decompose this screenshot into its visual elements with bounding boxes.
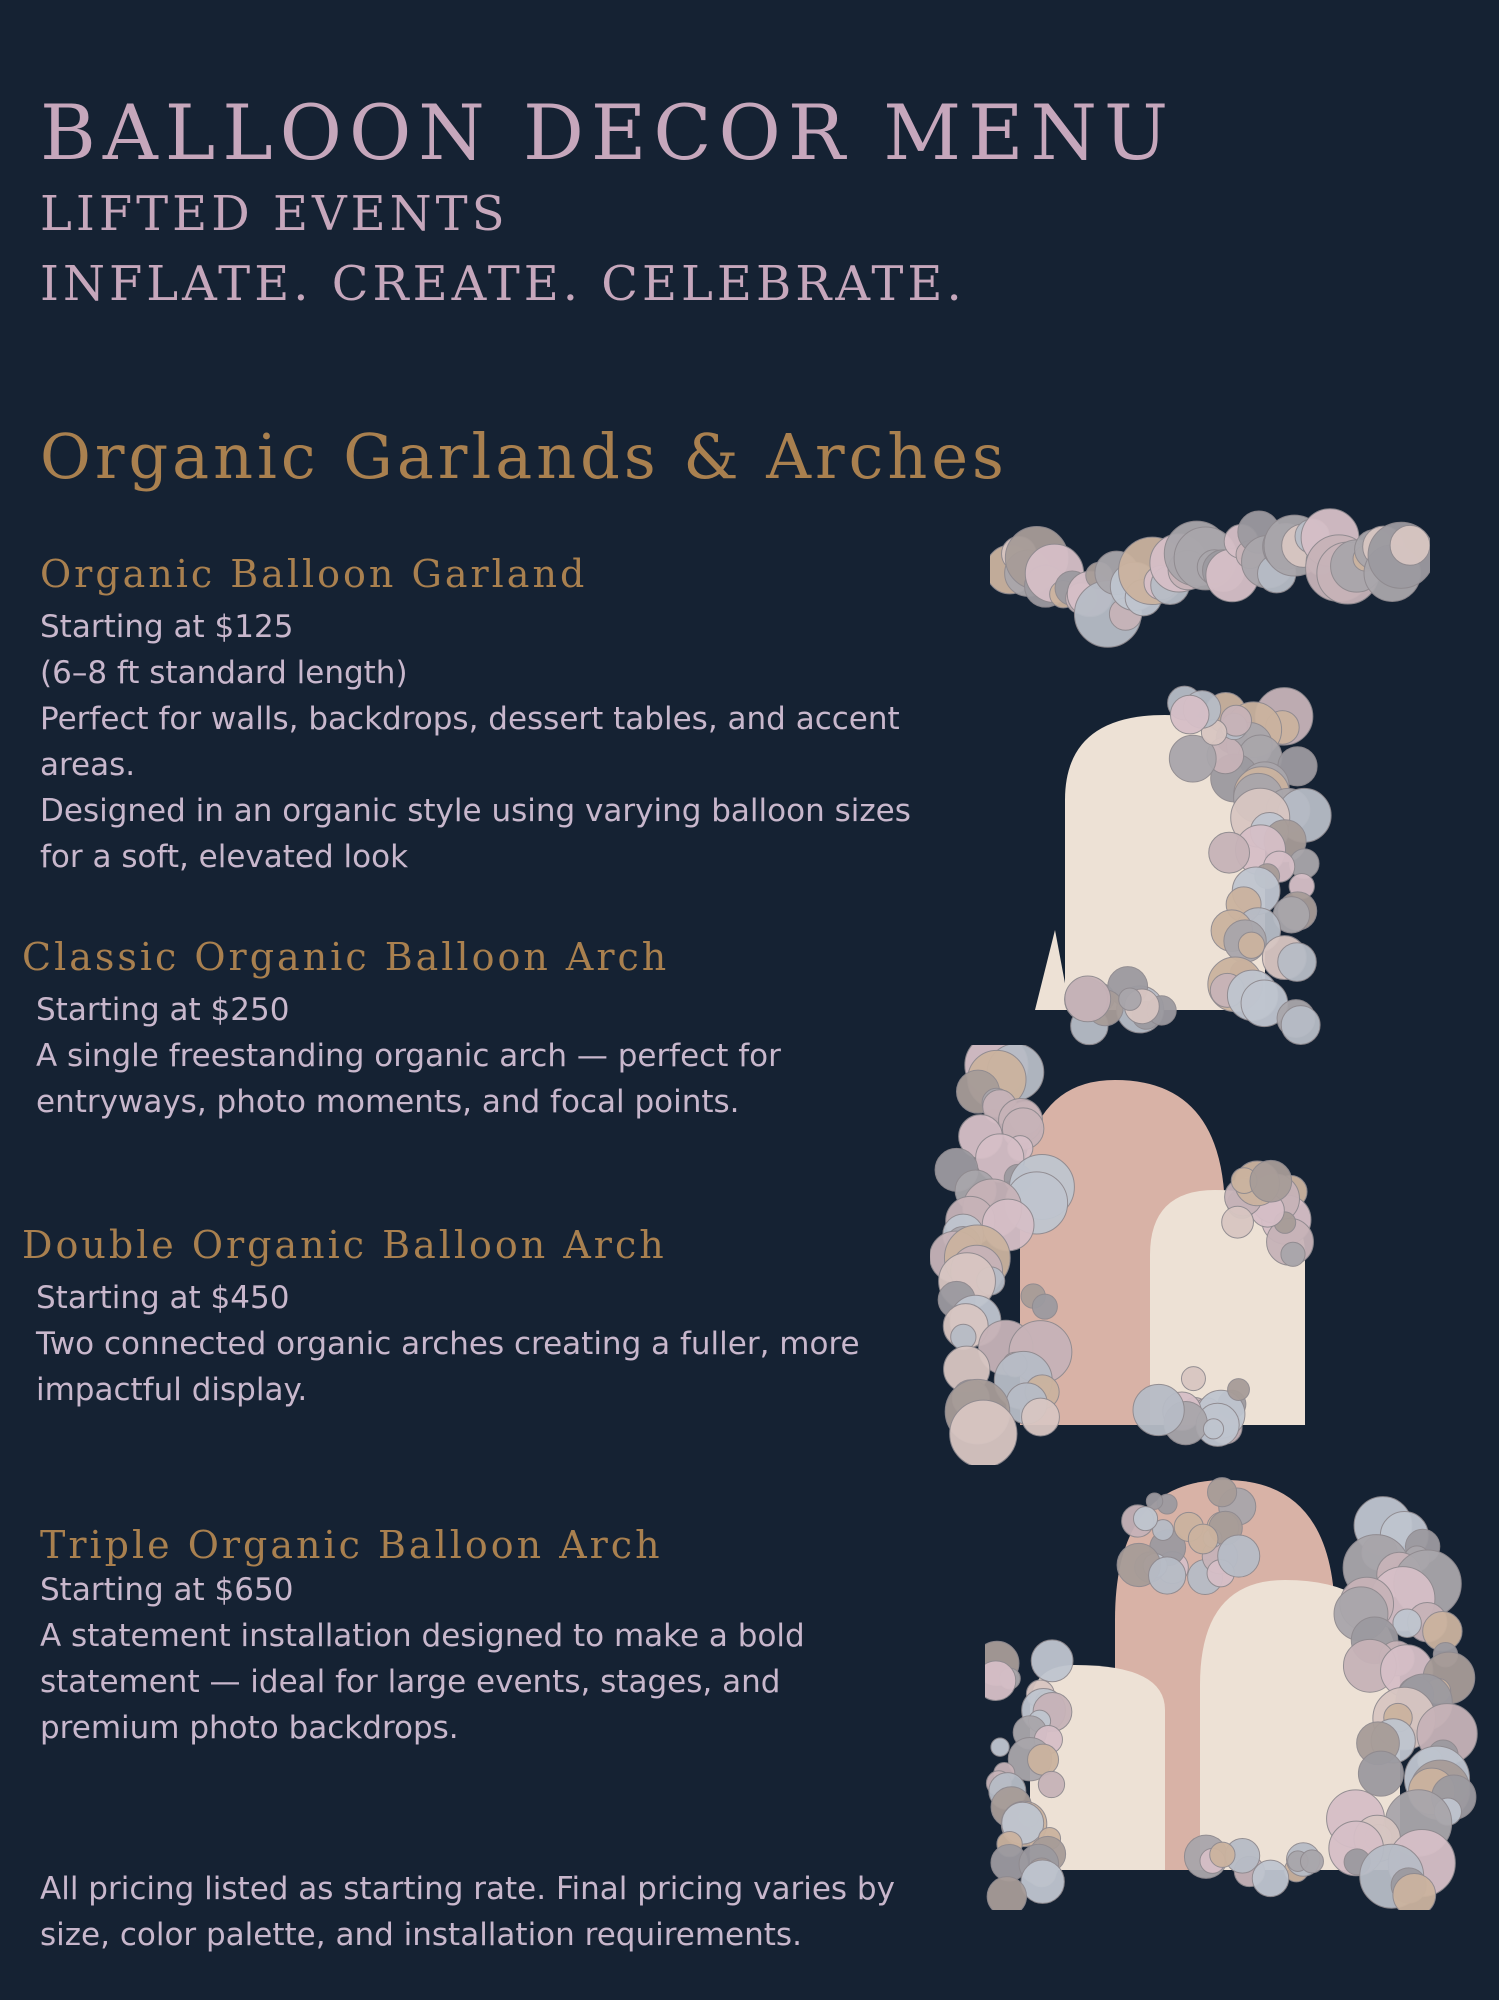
balloon [1238, 932, 1264, 958]
item-price: Starting at $125 [40, 609, 294, 645]
balloon [1181, 1367, 1205, 1391]
balloon [1252, 1860, 1288, 1896]
balloon [1065, 976, 1111, 1022]
item-price: Starting at $450 [36, 1280, 290, 1316]
balloon [1278, 943, 1317, 982]
balloon [1149, 1557, 1186, 1594]
balloon [1281, 1006, 1320, 1045]
tagline: INFLATE. CREATE. CELEBRATE. [40, 256, 966, 312]
balloon [1021, 1860, 1064, 1903]
item-description: Perfect for walls, backdrops, dessert tables, and accent areas. [40, 701, 900, 783]
item-price: Starting at $250 [36, 992, 290, 1028]
balloon [1209, 832, 1250, 873]
balloon [1228, 1379, 1250, 1401]
balloon [951, 1324, 976, 1349]
balloon [1031, 1640, 1073, 1682]
item-name: Triple Organic Balloon Arch [40, 1523, 663, 1567]
item-description: Designed in an organic style using varying balloon sizes for a soft, elevated look [40, 793, 911, 875]
section-title: Organic Garlands & Arches [40, 420, 1008, 493]
balloon [1210, 1842, 1235, 1867]
menu-item-triple-arch [40, 1523, 920, 1751]
balloon [1358, 1751, 1403, 1796]
balloon [1203, 1419, 1223, 1439]
item-description: A statement installation designed to make a bold statement — ideal for large events, stages, and premium photo backdrops. [40, 1618, 805, 1746]
item-size: (6–8 ft standard length) [40, 655, 408, 691]
pricing-footnote: All pricing listed as starting rate. Final pricing varies by size, color palette, and installation requirements. [40, 1871, 895, 1953]
balloon [1300, 1850, 1323, 1873]
balloon [1133, 1384, 1184, 1435]
balloon [950, 1400, 1017, 1465]
menu-item-double-arch [22, 1223, 902, 1413]
item-description: Two connected organic arches creating a fuller, more impactful display. [36, 1326, 860, 1408]
balloon [1038, 1771, 1064, 1797]
balloon [1188, 1524, 1218, 1554]
balloon [1390, 525, 1430, 565]
balloon [1250, 1160, 1292, 1202]
balloon [1218, 1535, 1260, 1577]
balloon [1222, 1206, 1254, 1238]
balloon [1281, 1242, 1305, 1266]
item-name: Double Organic Balloon Arch [22, 1223, 667, 1267]
menu-item-garland [40, 552, 920, 880]
single-arch-illustration [1015, 680, 1375, 1070]
menu-title: BALLOON DECOR MENU [40, 88, 1176, 177]
balloon [1022, 1398, 1060, 1436]
item-description: A single freestanding organic arch — perfect for entryways, photo moments, and focal points. [36, 1038, 781, 1120]
brand-name: LIFTED EVENTS [40, 186, 509, 242]
balloon [1133, 1507, 1157, 1531]
balloon [987, 1877, 1026, 1910]
garland-illustration [990, 470, 1430, 670]
triple-arch-illustration [985, 1470, 1499, 1910]
balloon [991, 1738, 1009, 1756]
double-arch-illustration [930, 1045, 1360, 1465]
item-name: Organic Balloon Garland [40, 552, 588, 596]
balloon [1119, 988, 1141, 1010]
balloon [1032, 1294, 1057, 1319]
balloon [1207, 1478, 1236, 1507]
item-price: Starting at $650 [40, 1572, 294, 1608]
item-name: Classic Organic Balloon Arch [22, 935, 670, 979]
menu-item-classic-arch [22, 935, 902, 1125]
balloon [1393, 1874, 1436, 1910]
balloon [1028, 1744, 1059, 1775]
balloon [1170, 695, 1209, 734]
